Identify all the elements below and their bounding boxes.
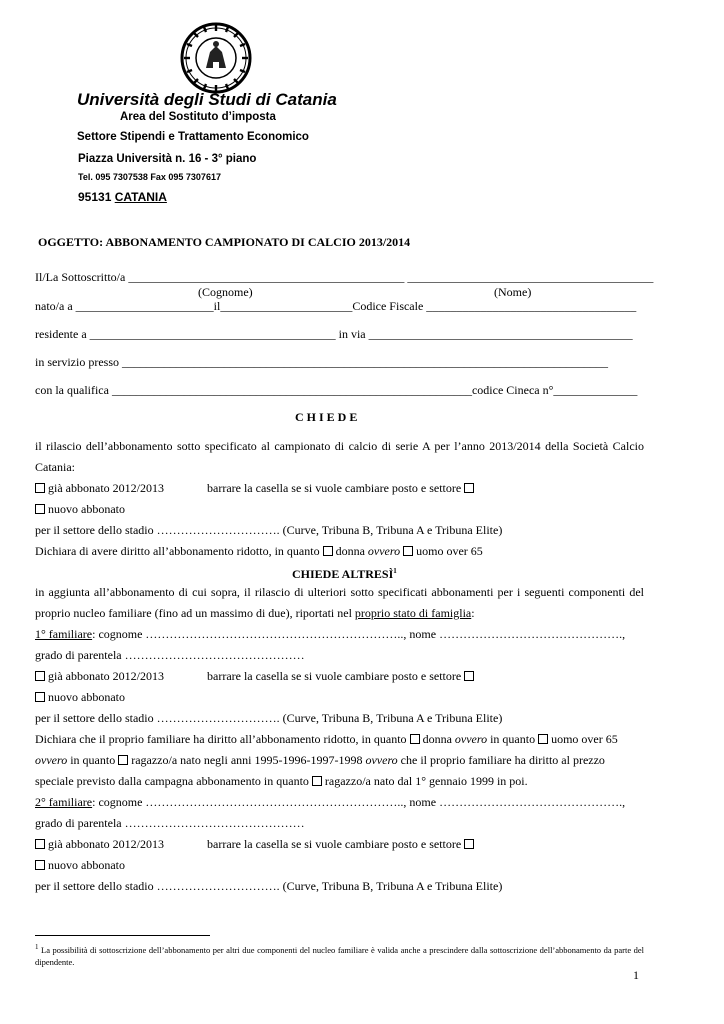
chiede-altresi-heading: CHIEDE ALTRESÌ$^1$ (292, 567, 397, 581)
postal-code: 95131 (78, 190, 115, 204)
f2-gia-label: già abbonato 2012/2013 (48, 837, 164, 851)
f1-ragazzo-row (35, 753, 605, 768)
footnote-text: La possibilità di sottoscrizione dell’abbonamento per altri due componenti del nucleo familiare è valida anche a prescindere dalla sottoscrizione dell’abbonamento da parte del dipendente. (35, 944, 645, 967)
stato-famiglia-text: proprio stato di famiglia (354, 606, 472, 620)
f1-ovvero-text: ovvero (454, 732, 488, 746)
f1-donna-checkbox[interactable] (410, 734, 420, 744)
nuovo-abbonato-checkbox[interactable] (35, 504, 45, 514)
nome-label: (Nome) (494, 285, 532, 299)
altresi-line-2: proprio nucleo familiare (fino ad un massimo di due), riportati nel proprio stato di famiglia: (35, 606, 475, 620)
f1-gia-label: già abbonato 2012/2013 (48, 669, 164, 683)
f1-ovvero-2: ovvero (35, 753, 68, 767)
dichiara-row (35, 544, 483, 559)
phone-fax: Tel. 095 7307538 Fax 095 7307617 (78, 172, 221, 182)
nuovo-abbonato-row (35, 502, 125, 517)
f2-settore-line[interactable]: per il settore dello stadio …………………………. (Curve, Tribuna B, Tribuna A e Tribuna Elite) (35, 879, 503, 893)
f1-dichiara-row (35, 732, 618, 747)
barrare-label: barrare la casella se si vuole cambiare posto e settore (207, 481, 462, 495)
familiare-2-line[interactable] (35, 795, 625, 810)
chiede-heading: C H I E D E (295, 410, 358, 424)
cambio-posto-checkbox[interactable] (464, 483, 474, 493)
qualifica-line[interactable]: con la qualifica ____________________________________________________________codice Cineca n°______________ (35, 383, 638, 397)
f1-donna-label: donna (422, 732, 452, 746)
f1-cambio-checkbox[interactable] (464, 671, 474, 681)
ovvero-text: ovvero (367, 544, 401, 558)
familiare-1-fields[interactable]: : cognome ……………………………………………………….., nome ………………………………………., (92, 627, 626, 641)
familiare-1-label: 1° familiare (35, 627, 93, 641)
donna-checkbox[interactable] (323, 546, 333, 556)
nato-line[interactable]: nato/a a _______________________il______________________Codice Fiscale ___________________________________ (35, 299, 637, 313)
f2-nuovo-label: nuovo abbonato (48, 858, 125, 872)
donna-label: donna (335, 544, 365, 558)
f1-nuovo-label: nuovo abbonato (48, 690, 125, 704)
city-line (78, 190, 167, 204)
gia-abbonato-label: già abbonato 2012/2013 (48, 481, 164, 495)
footnote (35, 941, 644, 968)
gia-abbonato-row (35, 481, 164, 496)
gia-abbonato-checkbox[interactable] (35, 483, 45, 493)
f1-uomo-checkbox[interactable] (538, 734, 548, 744)
f1-gia-checkbox[interactable] (35, 671, 45, 681)
f1-in-quanto-2: in quanto (70, 753, 116, 767)
f1-speciale-row (35, 774, 528, 789)
residente-line[interactable]: residente a _________________________________________ in via ____________________________________________ (35, 327, 633, 341)
footnote-ref: 1 (393, 567, 397, 575)
sottoscritto-line[interactable]: Il/La Sottoscritto/a ______________________________________________ _________________________________________ (35, 270, 654, 284)
rilascio-line-2: Catania: (35, 460, 75, 474)
uomo-over-label: uomo over 65 (416, 544, 483, 558)
city-name: CATANIA (114, 190, 167, 204)
f1-gia-row (35, 669, 164, 684)
footnote-divider (35, 935, 210, 936)
f1-barrare-row (207, 669, 477, 684)
settore-name: Settore Stipendi e Trattamento Economico (77, 131, 309, 143)
f1-ragazzo-checkbox[interactable] (118, 755, 128, 765)
f2-barrare-row (207, 837, 477, 852)
university-seal (180, 22, 252, 94)
f2-nuovo-checkbox[interactable] (35, 860, 45, 870)
altresi-line-1: in aggiunta all’abbonamento di cui sopra, il rilascio di ulteriori sotto specificati abbonamenti per i seguenti componenti del (35, 585, 644, 599)
f2-nuovo-row (35, 858, 125, 873)
f2-gia-checkbox[interactable] (35, 839, 45, 849)
servizio-line[interactable]: in servizio presso _________________________________________________________________________________ (35, 355, 608, 369)
familiare-1-line[interactable] (35, 627, 625, 642)
f1-nuovo-checkbox[interactable] (35, 692, 45, 702)
area-name: Area del Sostituto d’imposta (120, 111, 276, 123)
f1-settore-line[interactable]: per il settore dello stadio …………………………. (Curve, Tribuna B, Tribuna A e Tribuna Elite) (35, 711, 503, 725)
f1-ragazzo-1999-label: ragazzo/a nato dal 1° gennaio 1999 in poi. (324, 774, 528, 788)
oggetto: OGGETTO: ABBONAMENTO CAMPIONATO DI CALCIO 2013/2014 (38, 235, 411, 249)
f1-ragazzo-1999-checkbox[interactable] (312, 776, 322, 786)
rilascio-line-1: il rilascio dell’abbonamento sotto specificato al campionato di calcio di serie A per l’anno 2013/2014 della Società Calcio (35, 439, 644, 453)
f2-gia-row (35, 837, 164, 852)
f2-cambio-checkbox[interactable] (464, 839, 474, 849)
barrare-row (207, 481, 477, 496)
f1-ragazzo-label: ragazzo/a nato negli anni 1995-1996-1997-1998 (131, 753, 363, 767)
footnote-number: 1 (35, 943, 39, 951)
f1-dichiara-text: Dichiara che il proprio familiare ha diritto all’abbonamento ridotto, in quanto (35, 732, 407, 746)
dichiara-text: Dichiara di avere diritto all’abbonamento ridotto, in quanto (35, 544, 320, 558)
f1-uomo-label: uomo over 65 (551, 732, 618, 746)
familiare-2-fields[interactable]: : cognome ……………………………………………………….., nome ………………………………………., (92, 795, 626, 809)
address: Piazza Università n. 16 - 3° piano (78, 153, 257, 165)
page-number: 1 (633, 968, 639, 982)
uomo-over-checkbox[interactable] (403, 546, 413, 556)
familiare-1-parentela[interactable]: grado di parentela ……………………………………… (35, 648, 305, 662)
familiare-2-parentela[interactable]: grado di parentela ……………………………………… (35, 816, 305, 830)
nuovo-abbonato-label: nuovo abbonato (48, 502, 125, 516)
f1-nuovo-row (35, 690, 125, 705)
f2-barrare-label: barrare la casella se si vuole cambiare posto e settore (207, 837, 462, 851)
f1-ovvero-3: ovvero (365, 753, 398, 767)
university-name: Università degli Studi di Catania (77, 90, 337, 109)
f1-in-quanto-text: in quanto (490, 732, 536, 746)
cognome-label: (Cognome) (198, 285, 253, 299)
f1-speciale-text: speciale previsto dalla campagna abbonamento in quanto (35, 774, 309, 788)
f1-prezzo-text: che il proprio familiare ha diritto al prezzo (400, 753, 605, 767)
familiare-2-label: 2° familiare (35, 795, 93, 809)
f1-barrare-label: barrare la casella se si vuole cambiare posto e settore (207, 669, 462, 683)
settore-stadio-line[interactable]: per il settore dello stadio …………………………. (Curve, Tribuna B, Tribuna A e Tribuna Elite) (35, 523, 503, 537)
